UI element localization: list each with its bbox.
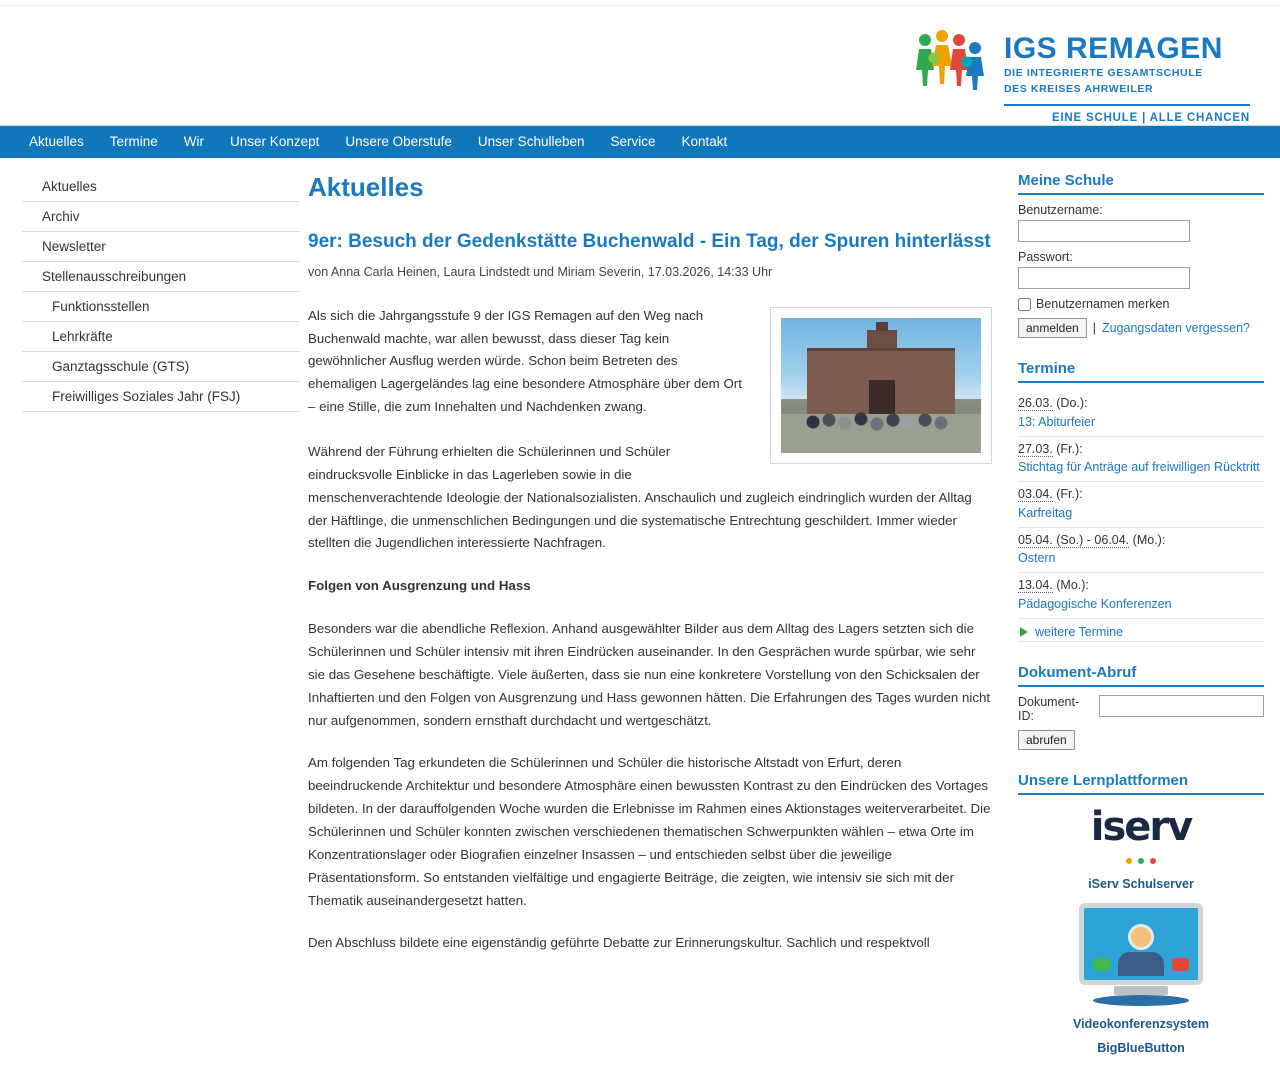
termine-day: (Mo.):	[1132, 532, 1166, 547]
article-figure[interactable]	[770, 307, 992, 464]
termine-date: 26.03.	[1018, 396, 1053, 410]
termine-date: 13.04.	[1018, 578, 1053, 592]
nav-item-termine[interactable]: Termine	[109, 134, 158, 149]
site-logo[interactable]	[912, 28, 1250, 124]
sidebar-item-newsletter[interactable]	[22, 232, 300, 262]
username-label: Benutzername:	[1018, 203, 1103, 217]
page-title: Aktuelles	[308, 172, 424, 202]
sidebar-item-stellenausschreibungen[interactable]	[22, 262, 300, 292]
article-byline: von Anna Carla Heinen, Laura Lindstedt und Miriam Severin, 17.03.2026, 14:33 Uhr	[308, 264, 773, 279]
nav-item-service[interactable]: Service	[610, 134, 656, 149]
sidebar-link-lehrkraefte[interactable]: Lehrkräfte	[52, 329, 113, 344]
termine-item	[1018, 391, 1264, 437]
termine-item	[1018, 437, 1264, 483]
forgot-credentials-link[interactable]: Zugangsdaten vergessen?	[1101, 321, 1250, 335]
sidebar-link-ganztagsschule[interactable]: Ganztagsschule (GTS)	[52, 359, 190, 374]
nav-item-unser-konzept[interactable]: Unser Konzept	[230, 134, 320, 149]
dokument-id-label: Dokument-ID:	[1018, 694, 1080, 723]
page-layout	[0, 158, 1280, 1077]
site-header	[0, 6, 1280, 126]
password-input[interactable]	[1018, 267, 1190, 289]
article-paragraph-5: Den Abschluss bildete eine eigenständig geführte Debatte zur Erinnerungskultur. Sachlich und respektvoll	[308, 935, 930, 951]
username-input[interactable]	[1018, 220, 1190, 242]
sidebar-menu	[22, 172, 300, 412]
password-label: Passwort:	[1018, 250, 1073, 264]
termine-day: (Fr.):	[1056, 441, 1083, 456]
remember-username-checkbox[interactable]	[1018, 298, 1031, 311]
dokument-id-row	[1018, 695, 1264, 723]
nav-item-wir[interactable]: Wir	[183, 134, 205, 149]
login-box-title: Meine Schule	[1018, 172, 1264, 195]
bigbluebutton-platform[interactable]	[1018, 903, 1264, 1056]
sidebar-link-stellenausschreibungen[interactable]: Stellenausschreibungen	[42, 269, 187, 284]
videoconference-monitor-icon	[1079, 903, 1203, 1007]
iserv-dots-icon	[1018, 851, 1264, 869]
termine-day: (Mo.):	[1056, 578, 1089, 592]
left-sidebar	[0, 172, 300, 412]
termine-box	[1018, 360, 1264, 642]
dokument-abrufen-button[interactable]: abrufen	[1018, 730, 1075, 750]
termine-day: (Do.):	[1056, 396, 1088, 410]
sidebar-item-funktionsstellen[interactable]	[22, 292, 300, 322]
sidebar-item-aktuelles[interactable]	[22, 172, 300, 202]
article-title[interactable]: 9er: Besuch der Gedenkstätte Buchenwald - Ein Tag, der Spuren hinterlässt	[308, 231, 991, 252]
dokument-id-input[interactable]	[1099, 695, 1264, 717]
main-content	[300, 172, 1018, 975]
sidebar-link-archiv[interactable]: Archiv	[42, 209, 80, 224]
logo-subtitle-2: DES KREISES AHRWEILER	[1004, 83, 1154, 96]
right-sidebar	[1018, 172, 1280, 1077]
article-paragraph-4: Am folgenden Tag erkundeten die Schülerinnen und Schüler die historische Altstadt von Erfurt, deren beeindruckende Architektur und besondere Atmosphäre einen bewussten Kontrast zu den Eindrücken des Vortages bildeten. In der darauffolgenden Woche wurden die Erlebnisse im Rahmen eines Aktionstages weiterverarbeitet. Die Schülerinnen und Schüler konnten zwischen verschiedenen thematischen Schwerpunkten wählen – etwa Orte im Konzentrationslager oder Biografien einzelner Insassen – und entschieden selbst über die jeweilige Präsentationsform. So entstanden vielfältige und engagierte Beiträge, die zeigten, wie intensiv sie sich mit der Thematik auseinandergesetzt hatten.	[308, 755, 991, 908]
remember-username-row[interactable]	[1018, 297, 1264, 311]
login-box	[1018, 172, 1264, 338]
sidebar-link-aktuelles[interactable]: Aktuelles	[42, 179, 97, 194]
nav-item-aktuelles[interactable]: Aktuelles	[29, 134, 84, 149]
lernplattformen-box-title: Unsere Lernplattformen	[1018, 772, 1264, 795]
logo-title: IGS REMAGEN	[1004, 32, 1223, 65]
login-separator: |	[1092, 321, 1096, 335]
termine-day: (Fr.):	[1056, 487, 1083, 501]
termine-item	[1018, 482, 1264, 528]
green-arrow-icon	[1020, 627, 1028, 637]
bbb-caption-line1[interactable]: Videokonferenzsystem	[1073, 1016, 1209, 1031]
termine-event-link[interactable]: Stichtag für Anträge auf freiwilligen Rücktritt	[1018, 460, 1260, 475]
sidebar-item-archiv[interactable]	[22, 202, 300, 232]
lernplattformen-box	[1018, 772, 1264, 1056]
termine-event-link[interactable]: Karfreitag	[1018, 505, 1073, 520]
igs-figures-logo-icon	[912, 28, 990, 100]
more-termine-row[interactable]	[1018, 619, 1264, 642]
sidebar-item-ganztagsschule[interactable]	[22, 352, 300, 382]
dokument-box-title: Dokument-Abruf	[1018, 664, 1264, 687]
sidebar-link-newsletter[interactable]: Newsletter	[42, 239, 106, 254]
termine-box-title: Termine	[1018, 360, 1264, 383]
logo-subtitle-1: DIE INTEGRIERTE GESAMTSCHULE	[1004, 67, 1203, 79]
termine-date: 27.03.	[1018, 441, 1053, 456]
termine-event-link[interactable]: 13: Abiturfeier	[1018, 414, 1096, 429]
termine-item	[1018, 528, 1264, 574]
more-termine-link[interactable]: weitere Termine	[1035, 624, 1124, 639]
termine-date: 05.04. (So.) - 06.04.	[1018, 532, 1130, 547]
dokument-abruf-box	[1018, 664, 1264, 750]
sidebar-link-funktionsstellen[interactable]: Funktionsstellen	[52, 299, 150, 314]
login-button[interactable]: anmelden	[1018, 318, 1087, 338]
bbb-caption-line2[interactable]: BigBlueButton	[1097, 1041, 1185, 1056]
remember-username-label: Benutzernamen merken	[1036, 297, 1170, 311]
iserv-logo-icon: iserv	[1090, 803, 1192, 850]
logo-claim: EINE SCHULE | ALLE CHANCEN	[1051, 112, 1250, 125]
sidebar-item-lehrkraefte[interactable]	[22, 322, 300, 352]
article-body	[308, 305, 992, 956]
iserv-platform[interactable]	[1018, 803, 1264, 891]
nav-item-unser-schulleben[interactable]: Unser Schulleben	[477, 134, 585, 149]
main-navigation	[0, 126, 1280, 158]
article-photo	[781, 318, 981, 453]
nav-item-unsere-oberstufe[interactable]: Unsere Oberstufe	[345, 134, 452, 149]
termine-event-link[interactable]: Pädagogische Konferenzen	[1018, 596, 1172, 611]
article-paragraph-3: Besonders war die abendliche Reflexion. Anhand ausgewählter Bilder aus dem Alltag des Lagers setzten sich die Schülerinnen und Schüler intensiv mit ihren Eindrücken auseinander. In den Gesprächen wurde spürbar, wie sehr sie das Gesehene beschäftigte. Viele äußerten, dass sie nun eine konkretere Vorstellung von den Schicksalen der Inhaftierten und den Folgen von Ausgrenzung und Hass gewonnen hätten. Die Erfahrungen des Tages wurden nicht nur aufgenommen, sondern ernsthaft durchdacht und wertgeschätzt.	[308, 621, 991, 728]
termine-date: 03.04.	[1018, 487, 1053, 501]
login-actions	[1018, 318, 1264, 338]
sidebar-item-fsj[interactable]	[22, 382, 300, 412]
article-paragraph-1: Als sich die Jahrgangsstufe 9 der IGS Remagen auf den Weg nach Buchenwald machte, war allen bewusst, dass dieser Tag kein gewöhnlicher Ausflug werden würde. Schon beim Betreten des ehemaligen Lagergeländes lag eine besondere Atmosphäre über dem Ort – eine Stille, die zum Innehalten und Nachdenken zwang.	[308, 307, 742, 415]
logo-divider	[1004, 104, 1250, 106]
article-subheading: Folgen von Ausgrenzung und Hass	[308, 578, 531, 594]
nav-item-kontakt[interactable]: Kontakt	[681, 134, 728, 149]
termine-item	[1018, 573, 1264, 619]
article	[308, 229, 992, 955]
sidebar-link-fsj[interactable]: Freiwilliges Soziales Jahr (FSJ)	[52, 389, 241, 404]
article-paragraph-2: Während der Führung erhielten die Schülerinnen und Schüler eindrucksvolle Einblicke in das Lagerleben sowie in die menschenverachtende Ideologie der Nationalsozialisten. Anschaulich und zugleich eindringlich wurden der Alltag der Häftlinge, die unmenschlichen Bedingungen und die systematische Entrechtung geschildert. Immer wieder stellten die Jugendlichen interessierte Nachfragen.	[308, 443, 972, 551]
iserv-caption-link[interactable]: iServ Schulserver	[1088, 876, 1194, 891]
termine-event-link[interactable]: Ostern	[1018, 551, 1056, 566]
